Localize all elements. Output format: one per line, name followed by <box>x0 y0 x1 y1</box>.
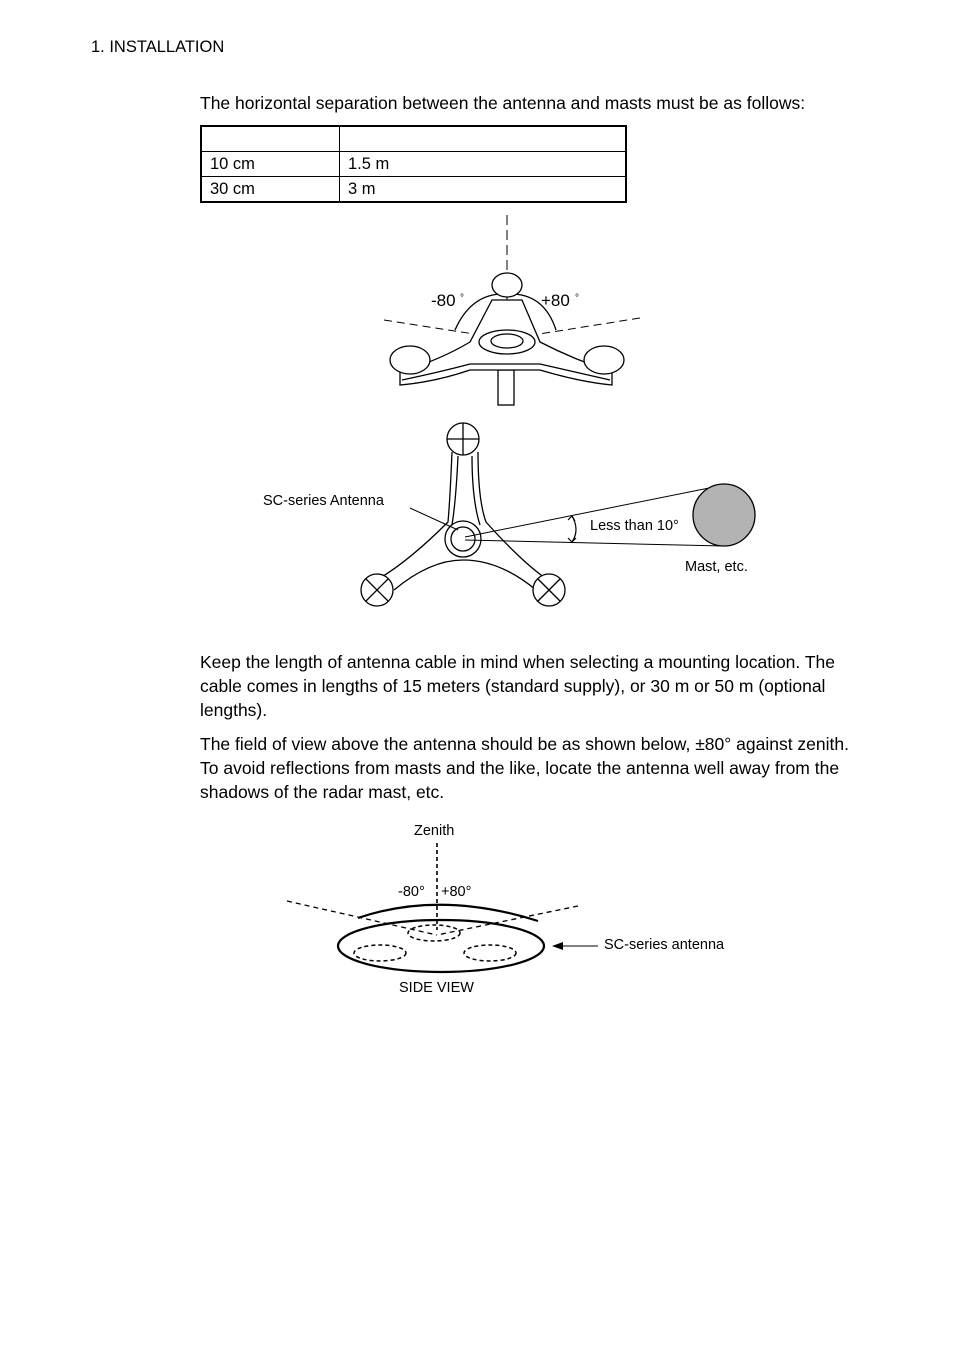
antenna-top-view-drawing <box>361 423 724 606</box>
table-cell: 10 cm <box>201 152 340 177</box>
table-cell: 3 m <box>340 177 627 203</box>
arrow-head <box>552 942 563 950</box>
zenith-label: Zenith <box>414 823 455 839</box>
fig2-antenna-label: SC-series antenna <box>604 937 725 953</box>
antenna-figure <box>0 0 954 640</box>
cable-paragraph: Keep the length of antenna cable in mind when selecting a mounting location. The cable comes in lengths of 15 meters (standard supply), or 30 m or 50 m (optional lengths). <box>200 652 835 720</box>
intro-text: The horizontal separation between the antenna and masts must be as follows: <box>200 93 806 113</box>
fig2-minus-angle: -80° <box>398 884 425 900</box>
section-header: 1. INSTALLATION <box>91 38 225 56</box>
degree-symbol: ° <box>575 293 579 304</box>
fig1-angle-label: Less than 10° <box>590 518 679 534</box>
antenna-body-ellipse <box>338 920 544 972</box>
fig1-minus-angle: -80 <box>431 291 456 310</box>
side-view-figure <box>0 820 954 1010</box>
degree-symbol: ° <box>460 293 464 304</box>
field-of-view-paragraph: The field of view above the antenna should be as shown below, ±80° against zenith. To avoid reflections from masts and the like, locate the antenna well away from the shadows of the radar mast, etc. <box>200 734 849 802</box>
fig1-mast-label: Mast, etc. <box>685 559 748 575</box>
fig1-antenna-label: SC-series Antenna <box>263 493 384 509</box>
table-cell: 1.5 m <box>340 152 627 177</box>
side-view-label: SIDE VIEW <box>399 980 474 996</box>
table-cell: 30 cm <box>201 177 340 203</box>
antenna-perspective-drawing <box>384 215 640 405</box>
fig2-plus-angle: +80° <box>441 884 472 900</box>
fig1-plus-angle: +80 <box>541 291 570 310</box>
mast-circle <box>693 484 755 546</box>
